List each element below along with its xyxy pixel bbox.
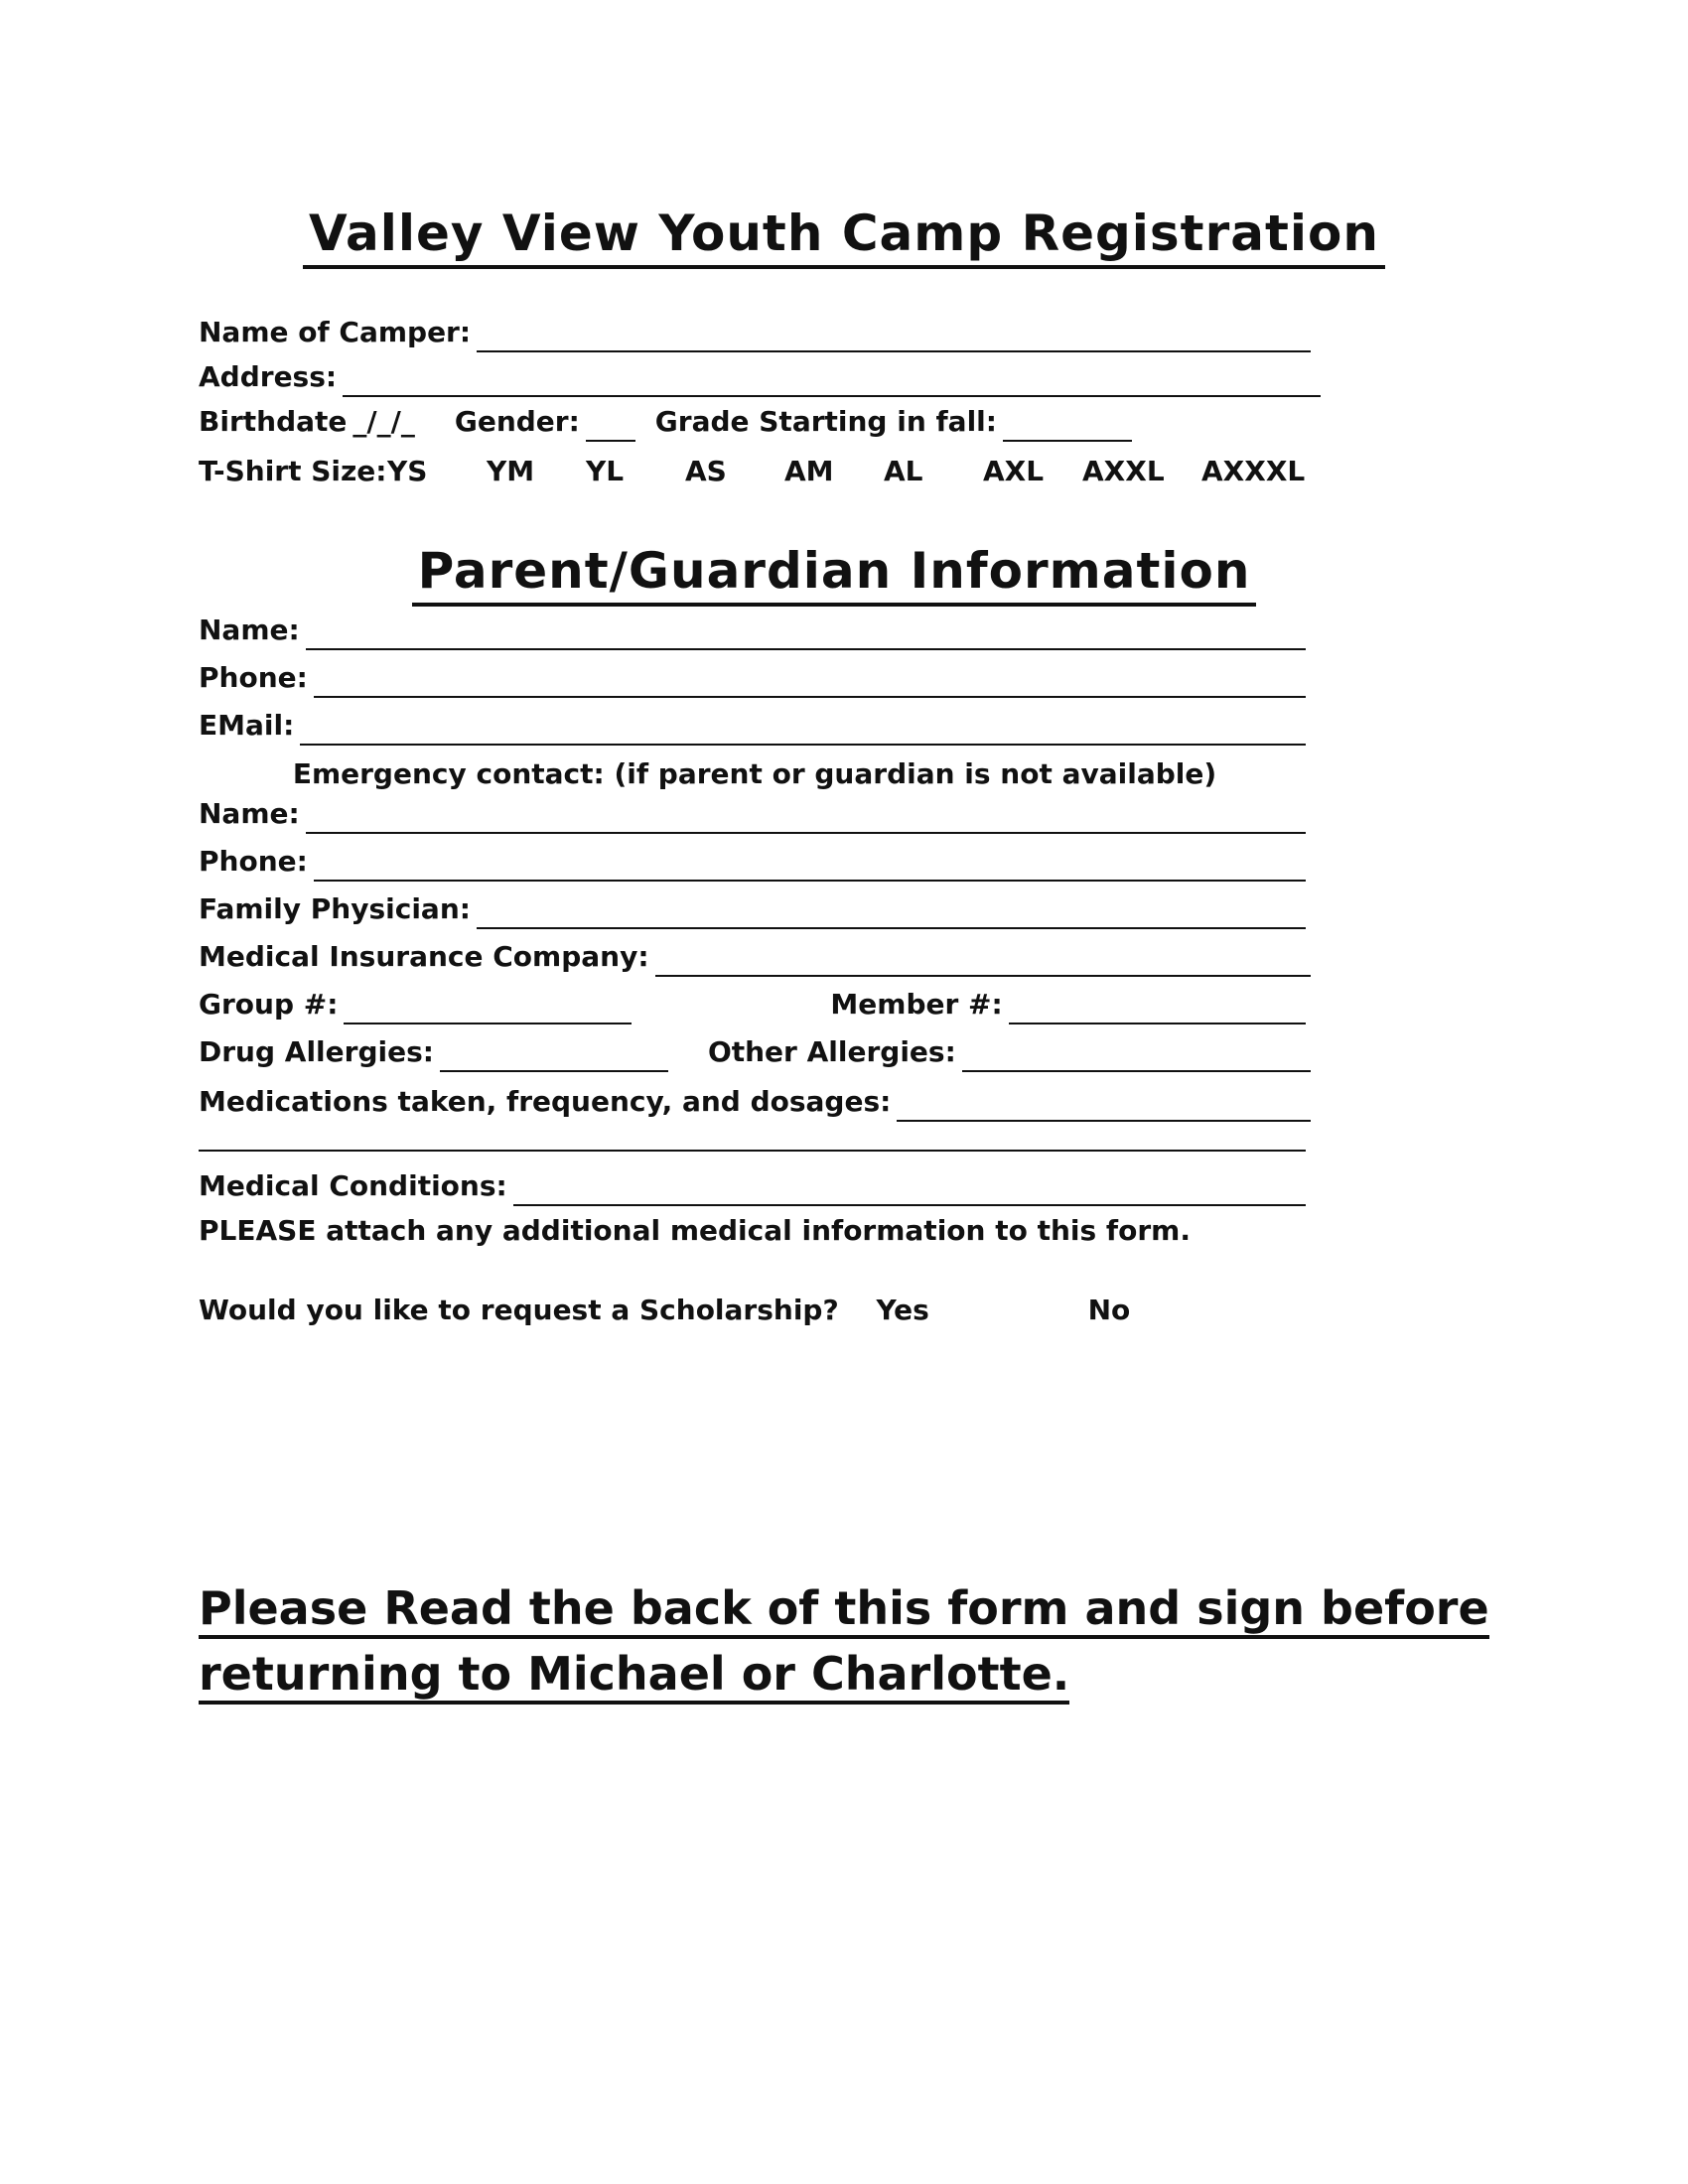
scholarship-question: Would you like to request a Scholarship? — [199, 1294, 839, 1326]
parent-phone-label: Phone: — [199, 661, 308, 694]
gender-label: Gender: — [454, 405, 580, 438]
other-allergies-label: Other Allergies: — [707, 1035, 956, 1068]
emergency-name-field[interactable] — [306, 802, 1306, 834]
conditions-row — [199, 1166, 1306, 1206]
grade-field[interactable] — [1003, 410, 1132, 442]
address-label: Address: — [199, 360, 338, 393]
tshirt-size-option[interactable]: AXXXL — [1201, 455, 1306, 487]
insurance-label: Medical Insurance Company: — [199, 940, 649, 973]
tshirt-size-option[interactable]: AS — [685, 455, 727, 487]
camper-name-row — [199, 313, 1311, 352]
scholarship-row — [199, 1291, 1291, 1330]
tshirt-size-option[interactable]: YS — [387, 455, 428, 487]
medications-field-continued[interactable] — [199, 1150, 1306, 1152]
emergency-phone-field[interactable] — [314, 850, 1306, 882]
birthdate-gender-grade-row — [199, 402, 1192, 442]
birthdate-label: Birthdate — [199, 405, 348, 438]
address-row — [199, 357, 1321, 397]
parent-name-label: Name: — [199, 614, 300, 646]
birthdate-field[interactable]: _/_/_ — [352, 405, 415, 438]
gender-field[interactable] — [586, 410, 635, 442]
footer-line-1: Please Read the back of this form and sign before — [199, 1581, 1489, 1639]
parent-name-field[interactable] — [306, 618, 1306, 650]
physician-row — [199, 889, 1306, 929]
member-field[interactable] — [1009, 993, 1306, 1024]
tshirt-size-option[interactable]: AXXL — [1082, 455, 1165, 487]
form-title — [0, 204, 1688, 269]
drug-allergies-label: Drug Allergies: — [199, 1035, 434, 1068]
attach-note: PLEASE attach any additional medical information to this form. — [199, 1214, 1191, 1247]
address-field[interactable] — [343, 365, 1321, 397]
parent-name-row — [199, 611, 1306, 650]
emergency-name-label: Name: — [199, 797, 300, 830]
parent-section-title — [139, 541, 1529, 607]
group-member-row — [199, 985, 1306, 1024]
insurance-field[interactable] — [655, 945, 1311, 977]
tshirt-size-label: T-Shirt Size: — [199, 455, 387, 487]
emergency-name-row — [199, 794, 1306, 834]
medications-label: Medications taken, frequency, and dosages: — [199, 1085, 892, 1118]
medications-field[interactable] — [897, 1090, 1311, 1122]
group-field[interactable] — [344, 993, 632, 1024]
grade-label: Grade Starting in fall: — [654, 405, 997, 438]
emergency-phone-row — [199, 842, 1306, 882]
form-title-text: Valley View Youth Camp Registration — [303, 204, 1385, 269]
medications-row — [199, 1082, 1311, 1122]
camper-name-field[interactable] — [477, 321, 1311, 352]
tshirt-size-option[interactable]: AM — [784, 455, 834, 487]
parent-phone-row — [199, 658, 1306, 698]
tshirt-size-option[interactable]: AXL — [983, 455, 1045, 487]
emergency-phone-label: Phone: — [199, 845, 308, 878]
emergency-contact-heading: Emergency contact: (if parent or guardian is not available) — [292, 757, 1217, 790]
footer-instruction — [199, 1578, 1589, 1704]
parent-phone-field[interactable] — [314, 666, 1306, 698]
physician-label: Family Physician: — [199, 892, 471, 925]
camper-name-label: Name of Camper: — [199, 316, 472, 348]
footer-line-2: returning to Michael or Charlotte. — [199, 1647, 1069, 1705]
parent-section-title-text: Parent/Guardian Information — [412, 541, 1257, 607]
scholarship-no-option[interactable]: No — [1087, 1294, 1131, 1326]
tshirt-size-row — [199, 452, 1321, 491]
drug-allergies-field[interactable] — [440, 1040, 668, 1072]
allergies-row — [199, 1032, 1311, 1072]
tshirt-size-option[interactable]: AL — [884, 455, 923, 487]
insurance-row — [199, 937, 1311, 977]
other-allergies-field[interactable] — [962, 1040, 1311, 1072]
group-label: Group #: — [199, 988, 339, 1021]
member-label: Member #: — [830, 988, 1003, 1021]
parent-email-label: EMail: — [199, 709, 295, 742]
conditions-label: Medical Conditions: — [199, 1169, 507, 1202]
scholarship-yes-option[interactable]: Yes — [876, 1294, 929, 1326]
physician-field[interactable] — [477, 897, 1306, 929]
parent-email-row — [199, 706, 1306, 746]
tshirt-size-option[interactable]: YL — [586, 455, 625, 487]
parent-email-field[interactable] — [300, 714, 1306, 746]
conditions-field[interactable] — [513, 1174, 1306, 1206]
tshirt-size-option[interactable]: YM — [487, 455, 535, 487]
